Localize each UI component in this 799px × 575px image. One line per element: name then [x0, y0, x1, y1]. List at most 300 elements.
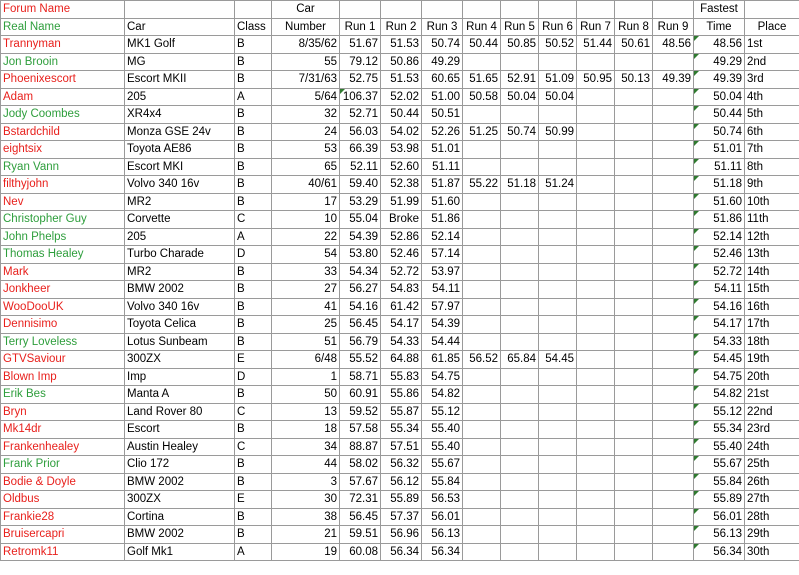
run-7-time — [577, 351, 615, 369]
class-header: Class — [235, 18, 272, 36]
run-2-time: 55.34 — [381, 421, 422, 439]
run-9-time — [653, 368, 694, 386]
competitor-name: Thomas Healey — [1, 246, 125, 264]
run-5-time — [501, 263, 539, 281]
car-class: E — [235, 351, 272, 369]
run-6-time — [539, 473, 577, 491]
car-number: 32 — [272, 106, 340, 124]
car-model: MR2 — [125, 263, 235, 281]
table-row — [1, 246, 799, 264]
car-model: Imp — [125, 368, 235, 386]
run-6-time — [539, 526, 577, 544]
run-3-time: 56.13 — [422, 526, 463, 544]
run-2-time: Broke — [381, 211, 422, 229]
run-6-time — [539, 438, 577, 456]
run-9-time: 49.39 — [653, 71, 694, 89]
run-7-time — [577, 123, 615, 141]
run-8-time — [615, 438, 653, 456]
fastest-time: 51.01 — [694, 141, 745, 159]
run-8-time: 50.61 — [615, 36, 653, 54]
run-3-time: 49.29 — [422, 53, 463, 71]
run-4-time — [463, 473, 501, 491]
run-3-time: 56.01 — [422, 508, 463, 526]
run-1-time: 60.91 — [340, 386, 381, 404]
run-1-time: 52.71 — [340, 106, 381, 124]
run-7-time — [577, 193, 615, 211]
competitor-name: Mark — [1, 263, 125, 281]
run-6-time — [539, 456, 577, 474]
header-blank-run4 — [463, 1, 501, 19]
header-blank-run1 — [340, 1, 381, 19]
run-4-time — [463, 211, 501, 229]
header-row-1 — [1, 1, 799, 19]
run-7-time — [577, 438, 615, 456]
fastest-time: 50.44 — [694, 106, 745, 124]
fastest-time: 55.12 — [694, 403, 745, 421]
car-class: B — [235, 53, 272, 71]
run-6-time — [539, 141, 577, 159]
fastest-time: 54.82 — [694, 386, 745, 404]
run-5-time — [501, 53, 539, 71]
finishing-place: 27th — [745, 491, 799, 509]
run-7-time — [577, 211, 615, 229]
competitor-name: Retromk11 — [1, 543, 125, 561]
car-number: 10 — [272, 211, 340, 229]
run-5-time: 50.74 — [501, 123, 539, 141]
run-3-time: 61.85 — [422, 351, 463, 369]
run-1-time: 57.67 — [340, 473, 381, 491]
table-row — [1, 211, 799, 229]
run-7-time: 51.44 — [577, 36, 615, 54]
fastest-time: 55.89 — [694, 491, 745, 509]
finishing-place: 10th — [745, 193, 799, 211]
run-5-time — [501, 508, 539, 526]
run-6-time — [539, 246, 577, 264]
run-7-time — [577, 508, 615, 526]
car-class: B — [235, 421, 272, 439]
car-class: A — [235, 88, 272, 106]
run-6-time — [539, 386, 577, 404]
run-4-time — [463, 403, 501, 421]
run-9-time — [653, 526, 694, 544]
header-blank-car — [125, 1, 235, 19]
competitor-name: Bstardchild — [1, 123, 125, 141]
fastest-time: 56.01 — [694, 508, 745, 526]
run-5-time — [501, 316, 539, 334]
competitor-name: Frank Prior — [1, 456, 125, 474]
car-number: 54 — [272, 246, 340, 264]
table-row — [1, 193, 799, 211]
run-2-time: 50.44 — [381, 106, 422, 124]
run-6-time — [539, 403, 577, 421]
run-5-time — [501, 368, 539, 386]
run-4-time — [463, 298, 501, 316]
run-1-time: 57.58 — [340, 421, 381, 439]
header-blank-class — [235, 1, 272, 19]
run-5-time — [501, 543, 539, 561]
car-class: B — [235, 123, 272, 141]
car-model: BMW 2002 — [125, 281, 235, 299]
fastest-time: 49.29 — [694, 53, 745, 71]
car-model: BMW 2002 — [125, 473, 235, 491]
table-row — [1, 281, 799, 299]
run-7-time — [577, 403, 615, 421]
run-2-time: 56.32 — [381, 456, 422, 474]
fastest-time: 51.11 — [694, 158, 745, 176]
car-number: 19 — [272, 543, 340, 561]
forum-name-header: Forum Name — [1, 1, 125, 19]
run-5-time — [501, 158, 539, 176]
run-7-time — [577, 246, 615, 264]
table-row — [1, 333, 799, 351]
run-8-time — [615, 158, 653, 176]
car-number: 50 — [272, 386, 340, 404]
run-9-time — [653, 281, 694, 299]
car-number-header: Number — [272, 18, 340, 36]
competitor-name: filthyjohn — [1, 176, 125, 194]
run-3-time: 54.11 — [422, 281, 463, 299]
run-4-time — [463, 53, 501, 71]
run-3-header: Run 3 — [422, 18, 463, 36]
run-9-time — [653, 298, 694, 316]
car-number: 41 — [272, 298, 340, 316]
run-3-time: 51.11 — [422, 158, 463, 176]
car-class: C — [235, 438, 272, 456]
run-3-time: 55.40 — [422, 438, 463, 456]
competitor-name: Mk14dr — [1, 421, 125, 439]
run-9-time — [653, 193, 694, 211]
finishing-place: 8th — [745, 158, 799, 176]
table-row — [1, 36, 799, 54]
finishing-place: 17th — [745, 316, 799, 334]
run-7-time — [577, 543, 615, 561]
run-9-time: 48.56 — [653, 36, 694, 54]
table-row — [1, 106, 799, 124]
table-row — [1, 351, 799, 369]
run-7-time — [577, 491, 615, 509]
run-3-time: 50.74 — [422, 36, 463, 54]
run-8-time — [615, 123, 653, 141]
run-3-time: 55.12 — [422, 403, 463, 421]
run-5-time — [501, 193, 539, 211]
run-1-time: 54.39 — [340, 228, 381, 246]
table-row — [1, 473, 799, 491]
run-2-time: 61.42 — [381, 298, 422, 316]
run-9-time — [653, 88, 694, 106]
competitor-name: Terry Loveless — [1, 333, 125, 351]
run-2-time: 52.72 — [381, 263, 422, 281]
run-6-time — [539, 193, 577, 211]
car-class: B — [235, 106, 272, 124]
competitor-name: eightsix — [1, 141, 125, 159]
run-6-time: 50.99 — [539, 123, 577, 141]
run-5-time: 50.85 — [501, 36, 539, 54]
car-class: B — [235, 263, 272, 281]
run-2-time: 52.02 — [381, 88, 422, 106]
fastest-time: 55.40 — [694, 438, 745, 456]
competitor-name: Ryan Vann — [1, 158, 125, 176]
header-blank-run9 — [653, 1, 694, 19]
car-model: MR2 — [125, 193, 235, 211]
run-9-time — [653, 456, 694, 474]
run-3-time: 60.65 — [422, 71, 463, 89]
run-9-time — [653, 421, 694, 439]
run-9-time — [653, 263, 694, 281]
competitor-name: Jon Brooin — [1, 53, 125, 71]
car-class: B — [235, 333, 272, 351]
run-8-time — [615, 228, 653, 246]
run-6-time — [539, 281, 577, 299]
run-5-time — [501, 526, 539, 544]
run-7-time — [577, 141, 615, 159]
run-6-time — [539, 368, 577, 386]
run-2-time: 53.98 — [381, 141, 422, 159]
competitor-name: Jonkheer — [1, 281, 125, 299]
car-model: Clio 172 — [125, 456, 235, 474]
run-5-time — [501, 491, 539, 509]
run-1-time: 60.08 — [340, 543, 381, 561]
competitor-name: Christopher Guy — [1, 211, 125, 229]
fastest-time: 56.13 — [694, 526, 745, 544]
run-9-time — [653, 351, 694, 369]
run-3-time: 54.75 — [422, 368, 463, 386]
finishing-place: 6th — [745, 123, 799, 141]
run-6-time: 51.24 — [539, 176, 577, 194]
fastest-time: 50.04 — [694, 88, 745, 106]
car-model: 205 — [125, 88, 235, 106]
run-9-time — [653, 438, 694, 456]
run-1-time: 79.12 — [340, 53, 381, 71]
fastest-time: 51.60 — [694, 193, 745, 211]
car-model: 300ZX — [125, 351, 235, 369]
car-model: MG — [125, 53, 235, 71]
table-row — [1, 53, 799, 71]
car-number: 22 — [272, 228, 340, 246]
fastest-time: 49.39 — [694, 71, 745, 89]
run-7-time — [577, 456, 615, 474]
run-6-time — [539, 316, 577, 334]
table-row — [1, 456, 799, 474]
run-8-time — [615, 543, 653, 561]
table-row — [1, 386, 799, 404]
run-2-time: 54.17 — [381, 316, 422, 334]
run-4-time — [463, 386, 501, 404]
run-2-header: Run 2 — [381, 18, 422, 36]
competitor-name: John Phelps — [1, 228, 125, 246]
competitor-name: Adam — [1, 88, 125, 106]
run-1-time: 56.03 — [340, 123, 381, 141]
run-8-time — [615, 263, 653, 281]
run-4-time — [463, 491, 501, 509]
run-3-time: 52.14 — [422, 228, 463, 246]
car-model: Corvette — [125, 211, 235, 229]
run-1-time: 52.75 — [340, 71, 381, 89]
run-4-time — [463, 228, 501, 246]
car-class: E — [235, 491, 272, 509]
run-3-time: 54.39 — [422, 316, 463, 334]
competitor-name: GTVSaviour — [1, 351, 125, 369]
run-8-time — [615, 298, 653, 316]
finishing-place: 12th — [745, 228, 799, 246]
car-number: 65 — [272, 158, 340, 176]
car-model: Lotus Sunbeam — [125, 333, 235, 351]
run-4-time — [463, 193, 501, 211]
car-class: C — [235, 211, 272, 229]
run-6-time — [539, 106, 577, 124]
run-3-time: 51.01 — [422, 141, 463, 159]
run-6-header: Run 6 — [539, 18, 577, 36]
run-8-time — [615, 176, 653, 194]
fastest-time: 51.18 — [694, 176, 745, 194]
competitor-name: Nev — [1, 193, 125, 211]
run-8-time — [615, 88, 653, 106]
table-row — [1, 508, 799, 526]
run-7-time — [577, 386, 615, 404]
run-1-time: 66.39 — [340, 141, 381, 159]
run-2-time: 52.38 — [381, 176, 422, 194]
car-number: 6/48 — [272, 351, 340, 369]
run-5-time: 51.18 — [501, 176, 539, 194]
car-number: 44 — [272, 456, 340, 474]
finishing-place: 23rd — [745, 421, 799, 439]
run-8-time — [615, 421, 653, 439]
finishing-place: 14th — [745, 263, 799, 281]
run-5-time: 65.84 — [501, 351, 539, 369]
run-1-time: 55.04 — [340, 211, 381, 229]
run-4-time: 55.22 — [463, 176, 501, 194]
run-5-time — [501, 456, 539, 474]
table-row — [1, 158, 799, 176]
run-4-time — [463, 158, 501, 176]
car-number: 30 — [272, 491, 340, 509]
finishing-place: 9th — [745, 176, 799, 194]
run-7-time — [577, 53, 615, 71]
run-5-time — [501, 228, 539, 246]
run-1-time: 59.40 — [340, 176, 381, 194]
run-9-time — [653, 491, 694, 509]
finishing-place: 30th — [745, 543, 799, 561]
run-4-time — [463, 141, 501, 159]
run-2-time: 51.99 — [381, 193, 422, 211]
run-6-time: 51.09 — [539, 71, 577, 89]
run-5-time: 50.04 — [501, 88, 539, 106]
run-1-time: 56.79 — [340, 333, 381, 351]
header-blank-run6 — [539, 1, 577, 19]
run-7-time — [577, 316, 615, 334]
run-9-time — [653, 53, 694, 71]
run-8-time — [615, 316, 653, 334]
car-model: Golf Mk1 — [125, 543, 235, 561]
table-row — [1, 176, 799, 194]
car-class: B — [235, 456, 272, 474]
run-3-time: 55.67 — [422, 456, 463, 474]
car-model: Escort MKII — [125, 71, 235, 89]
competitor-name: Erik Bes — [1, 386, 125, 404]
finishing-place: 4th — [745, 88, 799, 106]
run-1-time: 59.51 — [340, 526, 381, 544]
run-3-time: 56.53 — [422, 491, 463, 509]
car-model: 300ZX — [125, 491, 235, 509]
car-number: 3 — [272, 473, 340, 491]
car-number: 17 — [272, 193, 340, 211]
run-2-time: 55.89 — [381, 491, 422, 509]
run-9-time — [653, 106, 694, 124]
finishing-place: 1st — [745, 36, 799, 54]
run-2-time: 57.37 — [381, 508, 422, 526]
run-3-time: 57.97 — [422, 298, 463, 316]
run-5-time — [501, 403, 539, 421]
car-number: 33 — [272, 263, 340, 281]
car-number: 34 — [272, 438, 340, 456]
finishing-place: 15th — [745, 281, 799, 299]
car-model: Volvo 340 16v — [125, 176, 235, 194]
run-1-time: 58.02 — [340, 456, 381, 474]
run-6-time — [539, 211, 577, 229]
run-1-time: 52.11 — [340, 158, 381, 176]
fastest-time: 54.17 — [694, 316, 745, 334]
table-row — [1, 71, 799, 89]
fastest-time: 54.45 — [694, 351, 745, 369]
run-8-time — [615, 526, 653, 544]
run-5-time — [501, 421, 539, 439]
fastest-time: 54.16 — [694, 298, 745, 316]
run-7-time — [577, 421, 615, 439]
run-9-time — [653, 176, 694, 194]
run-2-time: 52.60 — [381, 158, 422, 176]
results-table-body — [1, 1, 799, 561]
car-number: 21 — [272, 526, 340, 544]
run-3-time: 51.86 — [422, 211, 463, 229]
run-8-time — [615, 491, 653, 509]
run-7-time — [577, 298, 615, 316]
competitor-name: Bodie & Doyle — [1, 473, 125, 491]
run-6-time — [539, 491, 577, 509]
run-2-time: 50.86 — [381, 53, 422, 71]
run-8-time — [615, 53, 653, 71]
finishing-place: 16th — [745, 298, 799, 316]
run-2-time: 54.83 — [381, 281, 422, 299]
finishing-place: 18th — [745, 333, 799, 351]
car-model: 205 — [125, 228, 235, 246]
run-4-time — [463, 281, 501, 299]
run-9-time — [653, 508, 694, 526]
table-row — [1, 526, 799, 544]
run-6-time: 54.45 — [539, 351, 577, 369]
car-number: 24 — [272, 123, 340, 141]
finishing-place: 26th — [745, 473, 799, 491]
run-4-time — [463, 438, 501, 456]
run-5-time: 52.91 — [501, 71, 539, 89]
run-6-time — [539, 263, 577, 281]
car-model: Escort — [125, 421, 235, 439]
run-5-time — [501, 438, 539, 456]
run-3-time: 55.40 — [422, 421, 463, 439]
run-6-time — [539, 508, 577, 526]
car-class: B — [235, 36, 272, 54]
run-1-time: 88.87 — [340, 438, 381, 456]
run-4-time — [463, 526, 501, 544]
run-2-time: 56.34 — [381, 543, 422, 561]
run-3-time: 57.14 — [422, 246, 463, 264]
car-number: 18 — [272, 421, 340, 439]
finishing-place: 19th — [745, 351, 799, 369]
run-6-time — [539, 158, 577, 176]
run-9-time — [653, 158, 694, 176]
fastest-time-header: Time — [694, 18, 745, 36]
finishing-place: 20th — [745, 368, 799, 386]
run-7-header: Run 7 — [577, 18, 615, 36]
run-9-time — [653, 228, 694, 246]
